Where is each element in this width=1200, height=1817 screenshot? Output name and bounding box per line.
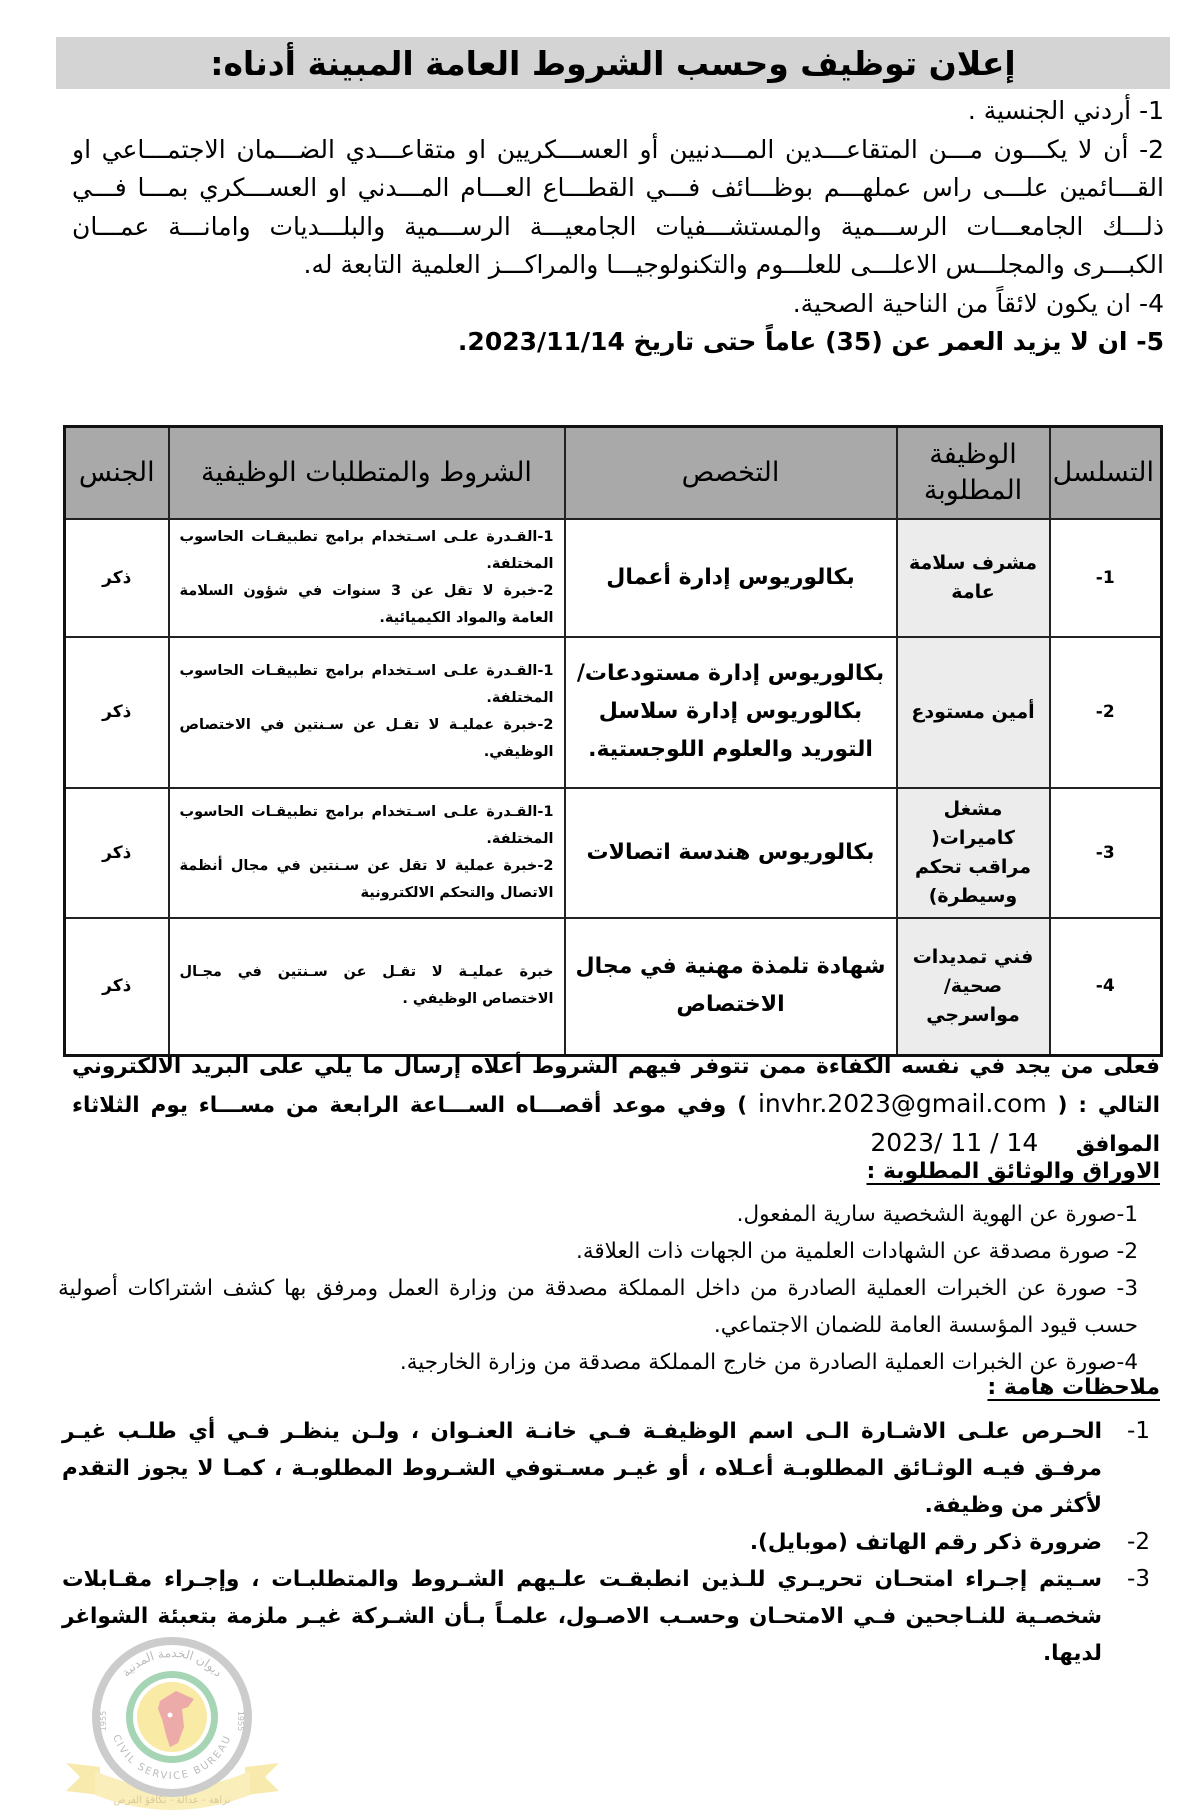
header-serial: التسلسل xyxy=(1050,427,1162,519)
documents-heading: الاوراق والوثائق المطلوبة : xyxy=(866,1159,1160,1184)
table-row xyxy=(65,918,1162,1056)
email-paren-close: ) xyxy=(737,1093,748,1118)
seal-year-left: 1955 xyxy=(99,1710,108,1732)
cell-gender: ذكر xyxy=(65,637,169,788)
document-item: 4-صورة عن الخبرات العملية الصادرة من خارج المملكة مصدقة من وزارة الخارجية. xyxy=(399,1350,1138,1375)
cell-specialization: شهادة تلمذة مهنية في مجال الاختصاص xyxy=(565,918,897,1056)
cell-gender: ذكر xyxy=(65,788,169,918)
note-number: 1- xyxy=(1127,1418,1150,1444)
apply-text: فعلى من يجد في نفسه الكفاءة ممن تتوفر فيهم الشروط أعلاه إرسال ما يلي على البريد الالكتروني التالي : xyxy=(72,1054,1160,1118)
cell-job: مشرف سلامة عامة xyxy=(897,519,1050,637)
cell-requirements xyxy=(169,918,565,1056)
email-address-link[interactable]: invhr.2023@gmail.com xyxy=(757,1089,1047,1118)
cell-specialization: بكالوريوس إدارة مستودعات/ بكالوريوس إدارة سلاسل التوريد والعلوم اللوجستية. xyxy=(565,637,897,788)
note-item xyxy=(62,1524,1150,1561)
header-requirements: الشروط والمتطلبات الوظيفية xyxy=(169,427,565,519)
deadline-date: 2023/ 11 / 14 xyxy=(870,1128,1039,1157)
cell-requirements xyxy=(169,788,565,918)
cell-gender: ذكر xyxy=(65,918,169,1056)
announcement-title: إعلان توظيف وحسب الشروط العامة المبينة أدناه: xyxy=(210,43,1016,83)
header-gender: الجنس xyxy=(65,427,169,519)
requirement-line: 1-القـدرة علـى اسـتخدام برامج تطبيقـات الحاسوب المختلفة. xyxy=(179,528,554,572)
cell-requirements xyxy=(169,637,565,788)
cell-serial: 1- xyxy=(1050,519,1162,637)
note-item xyxy=(62,1413,1150,1524)
seal-motto: نزاهة - عدالة - تكافؤ الفرص xyxy=(113,1795,231,1806)
seal-ribbon xyxy=(245,1763,279,1795)
document-item: 2- صورة مصدقة عن الشهادات العلمية من الجهات ذات العلاقة. xyxy=(576,1239,1138,1264)
documents-list xyxy=(58,1196,1138,1381)
requirement-line: 1-القـدرة علـى اسـتخدام برامج تطبيقـات الحاسوب المختلفة. xyxy=(179,803,554,847)
note-text: ضرورة ذكر رقم الهاتف (موبايل). xyxy=(749,1530,1102,1555)
notes-heading: ملاحظات هامة : xyxy=(987,1375,1160,1400)
note-text: سـيتم إجـراء امتحـان تحريـري للـذين انطبقـت علـيهم الشـروط والمتطلبـات ، وإجـراء مقـابلات شخصـية للنـاجحين فـي الامتحـان وحسـب الاصـول، علمـاً بـأن الشـركة غيـر ملزمة بتعبئة الشواغر لديها. xyxy=(62,1567,1102,1666)
seal-ribbon xyxy=(66,1763,100,1795)
cell-gender: ذكر xyxy=(65,519,169,637)
cell-specialization: بكالوريوس إدارة أعمال xyxy=(565,519,897,637)
cell-serial: 3- xyxy=(1050,788,1162,918)
note-number: 3- xyxy=(1127,1566,1150,1592)
table-row xyxy=(65,519,1162,637)
header-job: الوظيفة المطلوبة xyxy=(897,427,1050,519)
document-item: 3- صورة عن الخبرات العملية الصادرة من داخل المملكة مصدقة من وزارة العمل ومرفق بها كشف اشتراكات أصولية حسب قيود المؤسسة العامة للضمان الاجتماعي. xyxy=(58,1276,1138,1338)
requirement-line: 2-خبرة عمليـة لا تقـل عن سـنتين في الاختصاص الوظيفي. xyxy=(179,717,554,760)
requirement-line: 1-القـدرة علـى اسـتخدام برامج تطبيقـات الحاسوب المختلفة. xyxy=(179,663,554,706)
note-text: الحـرص علـى الاشـارة الـى اسم الوظيفـة فـي خانـة العنـوان ، ولـن ينظـر فـي أي طلـب غيـر مرفـق فيـه الوثـائق المطلوبـة أعـلاه ، أو غيـر مسـتوفي الشـروط المطلوبـة ، كمـا لا يجوز التقدم لأكثر من وظيفة. xyxy=(62,1419,1102,1518)
condition-item: 1- أردني الجنسية . xyxy=(967,96,1164,125)
document-item: 1-صورة عن الهوية الشخصية سارية المفعول. xyxy=(736,1202,1138,1227)
cell-job: أمين مستودع xyxy=(897,637,1050,788)
table-header-row xyxy=(65,427,1162,519)
deadline-text: وفي موعد أقصـــاه الســـاعة الرابعة من مســـاء يوم الثلاثاء الموافق xyxy=(72,1093,1160,1157)
requirement-line: 2-خبرة عملية لا تقل عن سـنتين في مجال أنظمة الاتصال والتحكم الالكترونية xyxy=(179,857,554,901)
table-row xyxy=(65,637,1162,788)
cell-requirements xyxy=(169,519,565,637)
table-row xyxy=(65,788,1162,918)
seal-year-right: 1955 xyxy=(236,1710,245,1732)
application-instructions xyxy=(72,1048,1160,1163)
general-conditions xyxy=(72,92,1164,362)
seal-arabic-name: ديوان الخدمة المدنية xyxy=(118,1645,226,1680)
requirement-line: خبرة عمليـة لا تقـل عن سـنتين في مجـال الاختصاص الوظيفي . xyxy=(179,964,554,1008)
cell-serial: 2- xyxy=(1050,637,1162,788)
jobs-table xyxy=(63,425,1163,1057)
requirement-line: 2-خبرة لا تقل عن 3 سنوات في شؤون السلامة العامة والمواد الكيميائية. xyxy=(179,582,554,626)
cell-job: مشغل كاميرات( مراقب تحكم وسيطرة) xyxy=(897,788,1050,918)
cell-specialization: بكالوريوس هندسة اتصالات xyxy=(565,788,897,918)
notes-list xyxy=(62,1413,1150,1672)
civil-service-bureau-seal-logo xyxy=(60,1635,285,1817)
announcement-title-bar xyxy=(56,37,1170,89)
condition-item: 2- أن لا يكـــون مـــن المتقاعـــدين المـــدنيين أو العســـكريين او متقاعـــدي الضـــمان الاجتمـــاعي او القـــائمين علـــى راس عملهـــم بوظـــائف فـــي القطـــاع العـــام المـــدني او العســـكري بمـــا فـــي ذلـــك الجامعـــات الرســـمية والمستشـــفيات الجامعيـــة الرســـمية والبلـــديات وامانـــة عمـــان الكبـــرى والمجلـــس الاعلـــى للعلـــوم والتكنولوجيـــا والمراكـــز العلمية التابعة له. xyxy=(72,134,1164,279)
seal-english-name: CIVIL SERVICE BUREAU xyxy=(110,1733,234,1783)
cell-serial: 4- xyxy=(1050,918,1162,1056)
header-specialization: التخصص xyxy=(565,427,897,519)
condition-item: 5- ان لا يزيد العمر عن (35) عاماً حتى تاريخ 2023/11/14. xyxy=(457,327,1164,356)
note-number: 2- xyxy=(1127,1529,1150,1555)
condition-item: 4- ان يكون لائقاً من الناحية الصحية. xyxy=(792,288,1164,318)
email-paren-open: ( xyxy=(1057,1093,1068,1118)
cell-job: فني تمديدات صحية/ مواسرجي xyxy=(897,918,1050,1056)
